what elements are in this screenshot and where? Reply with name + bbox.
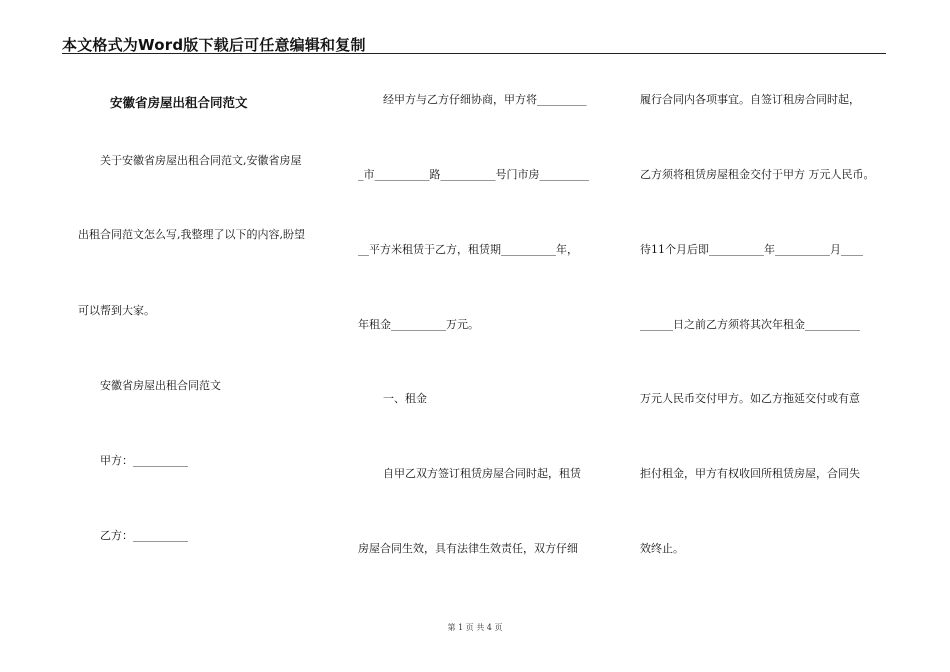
paragraph-line: 关于安徽省房屋出租合同范文,安徽省房屋 <box>100 154 302 167</box>
party-b-field: 乙方：__________ <box>100 529 188 542</box>
paragraph-line: ______日之前乙方须将其次年租金__________ <box>640 318 860 331</box>
paragraph-line: 出租合同范文怎么写,我整理了以下的内容,盼望 <box>78 228 305 241</box>
paragraph-line: 经甲方与乙方仔细协商，甲方将_________ <box>383 93 587 106</box>
paragraph-line: 万元人民币交付甲方。如乙方拖延交付或有意 <box>640 392 860 405</box>
paragraph-line: 待11个月后即__________年__________月____ <box>640 243 863 256</box>
page-number: 第 1 页 共 4 页 <box>447 623 503 632</box>
paragraph-line: 房屋合同生效，具有法律生效责任，双方仔细 <box>358 542 578 555</box>
paragraph-line: 自甲乙双方签订租赁房屋合同时起，租赁 <box>383 467 581 480</box>
paragraph-line: _市__________路__________号门市房_________ <box>358 168 589 181</box>
header-title: 本文格式为Word版下载后可任意编辑和复制 <box>62 36 366 54</box>
paragraph-line: __平方米租赁于乙方，租赁期__________年， <box>358 243 578 256</box>
header-rule <box>62 53 886 54</box>
party-a-field: 甲方：__________ <box>100 454 188 467</box>
document-title: 安徽省房屋出租合同范文 <box>110 95 248 110</box>
section-heading: 一、租金 <box>383 392 427 405</box>
paragraph-line: 乙方须将租赁房屋租金交付于甲方 万元人民币。 <box>640 168 875 181</box>
section-heading: 安徽省房屋出租合同范文 <box>100 379 221 392</box>
paragraph-line: 年租金__________万元。 <box>358 318 479 331</box>
paragraph-line: 拒付租金，甲方有权收回所租赁房屋，合同失 <box>640 467 860 480</box>
paragraph-line: 效终止。 <box>640 542 684 555</box>
paragraph-line: 可以帮到大家。 <box>78 304 155 317</box>
paragraph-line: 履行合同内各项事宜。自签订租房合同时起， <box>640 93 860 106</box>
